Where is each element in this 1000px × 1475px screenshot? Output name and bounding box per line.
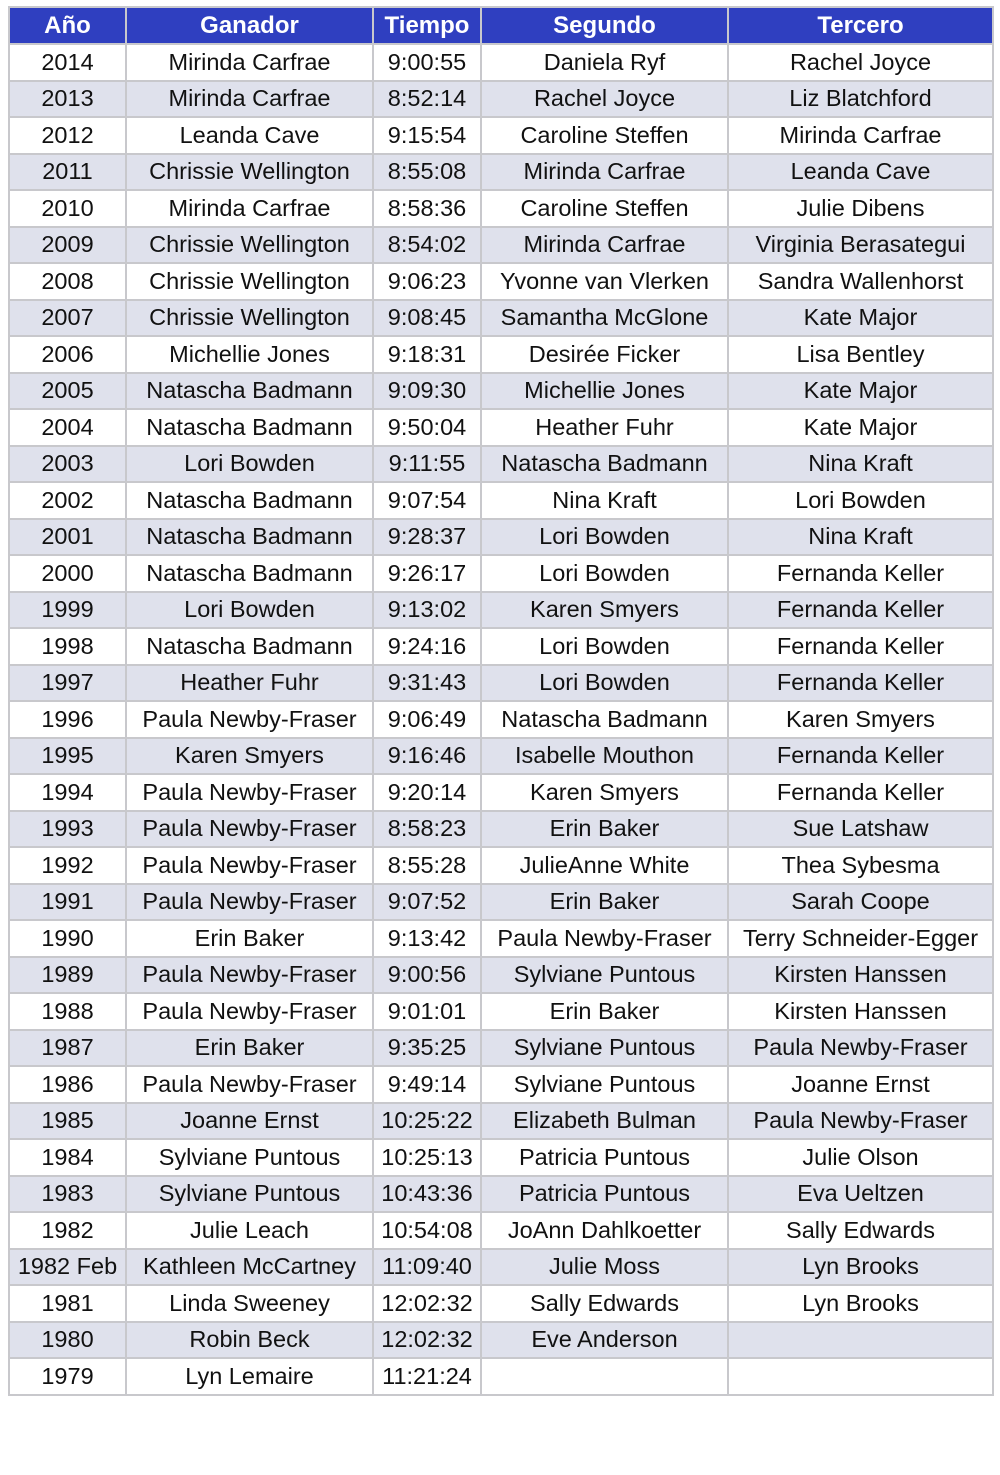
cell-time: 9:49:14 xyxy=(373,1066,481,1103)
cell-third: Sally Edwards xyxy=(728,1212,993,1249)
cell-year: 1982 xyxy=(9,1212,126,1249)
cell-year: 2003 xyxy=(9,446,126,483)
table-row xyxy=(9,993,993,1030)
cell-winner: Leanda Cave xyxy=(126,117,373,154)
cell-time: 8:58:36 xyxy=(373,190,481,227)
cell-third: Kate Major xyxy=(728,373,993,410)
cell-time: 9:09:30 xyxy=(373,373,481,410)
cell-winner: Sylviane Puntous xyxy=(126,1139,373,1176)
cell-third: Rachel Joyce xyxy=(728,44,993,81)
cell-second: Lori Bowden xyxy=(481,665,728,702)
cell-second: Sylviane Puntous xyxy=(481,1030,728,1067)
cell-third: Karen Smyers xyxy=(728,701,993,738)
cell-time: 12:02:32 xyxy=(373,1322,481,1359)
cell-third: Fernanda Keller xyxy=(728,555,993,592)
cell-time: 9:08:45 xyxy=(373,300,481,337)
table-row xyxy=(9,190,993,227)
cell-time: 9:11:55 xyxy=(373,446,481,483)
table-row xyxy=(9,1030,993,1067)
table-row xyxy=(9,482,993,519)
table-row xyxy=(9,227,993,264)
header-time: Tiempo xyxy=(373,7,481,44)
cell-winner: Paula Newby-Fraser xyxy=(126,884,373,921)
cell-second: Erin Baker xyxy=(481,884,728,921)
cell-winner: Natascha Badmann xyxy=(126,409,373,446)
cell-second: Sylviane Puntous xyxy=(481,957,728,994)
cell-third: Lyn Brooks xyxy=(728,1285,993,1322)
cell-second: Caroline Steffen xyxy=(481,117,728,154)
cell-year: 2002 xyxy=(9,482,126,519)
cell-second: Lori Bowden xyxy=(481,555,728,592)
cell-second: JoAnn Dahlkoetter xyxy=(481,1212,728,1249)
cell-second: Rachel Joyce xyxy=(481,81,728,118)
cell-winner: Lori Bowden xyxy=(126,446,373,483)
cell-year: 1994 xyxy=(9,774,126,811)
cell-year: 2012 xyxy=(9,117,126,154)
cell-year: 2013 xyxy=(9,81,126,118)
cell-winner: Julie Leach xyxy=(126,1212,373,1249)
cell-time: 9:07:52 xyxy=(373,884,481,921)
cell-second: Samantha McGlone xyxy=(481,300,728,337)
table-row xyxy=(9,774,993,811)
header-winner: Ganador xyxy=(126,7,373,44)
cell-third: Nina Kraft xyxy=(728,446,993,483)
table-row xyxy=(9,446,993,483)
cell-winner: Paula Newby-Fraser xyxy=(126,1066,373,1103)
cell-third: Kirsten Hanssen xyxy=(728,957,993,994)
cell-third: Joanne Ernst xyxy=(728,1066,993,1103)
cell-year: 1991 xyxy=(9,884,126,921)
cell-year: 2007 xyxy=(9,300,126,337)
table-row xyxy=(9,519,993,556)
cell-winner: Linda Sweeney xyxy=(126,1285,373,1322)
cell-winner: Natascha Badmann xyxy=(126,373,373,410)
table-row xyxy=(9,263,993,300)
cell-winner: Paula Newby-Fraser xyxy=(126,993,373,1030)
cell-second: Paula Newby-Fraser xyxy=(481,920,728,957)
cell-time: 9:15:54 xyxy=(373,117,481,154)
table-row xyxy=(9,1103,993,1140)
cell-winner: Mirinda Carfrae xyxy=(126,44,373,81)
cell-year: 1995 xyxy=(9,738,126,775)
cell-time: 9:07:54 xyxy=(373,482,481,519)
table-row xyxy=(9,628,993,665)
cell-time: 10:25:13 xyxy=(373,1139,481,1176)
cell-second: Desirée Ficker xyxy=(481,336,728,373)
cell-second: Yvonne van Vlerken xyxy=(481,263,728,300)
cell-time: 9:20:14 xyxy=(373,774,481,811)
cell-third: Kate Major xyxy=(728,300,993,337)
header-second: Segundo xyxy=(481,7,728,44)
cell-year: 1999 xyxy=(9,592,126,629)
cell-time: 9:35:25 xyxy=(373,1030,481,1067)
table-row xyxy=(9,81,993,118)
cell-winner: Natascha Badmann xyxy=(126,519,373,556)
cell-second: Michellie Jones xyxy=(481,373,728,410)
cell-time: 12:02:32 xyxy=(373,1285,481,1322)
cell-year: 1987 xyxy=(9,1030,126,1067)
cell-time: 9:06:23 xyxy=(373,263,481,300)
cell-third: Fernanda Keller xyxy=(728,592,993,629)
cell-time: 9:13:02 xyxy=(373,592,481,629)
cell-year: 1988 xyxy=(9,993,126,1030)
cell-year: 2014 xyxy=(9,44,126,81)
table-row xyxy=(9,117,993,154)
cell-third: Lisa Bentley xyxy=(728,336,993,373)
cell-second: Caroline Steffen xyxy=(481,190,728,227)
cell-second: Elizabeth Bulman xyxy=(481,1103,728,1140)
cell-second: Mirinda Carfrae xyxy=(481,227,728,264)
cell-second: Lori Bowden xyxy=(481,519,728,556)
cell-winner: Kathleen McCartney xyxy=(126,1249,373,1286)
cell-year: 2010 xyxy=(9,190,126,227)
cell-winner: Erin Baker xyxy=(126,920,373,957)
cell-third: Liz Blatchford xyxy=(728,81,993,118)
cell-year: 1992 xyxy=(9,847,126,884)
table-row xyxy=(9,592,993,629)
table-row xyxy=(9,1249,993,1286)
cell-third: Kirsten Hanssen xyxy=(728,993,993,1030)
cell-second: Natascha Badmann xyxy=(481,701,728,738)
cell-winner: Natascha Badmann xyxy=(126,555,373,592)
header-row xyxy=(9,7,993,44)
cell-second: Sally Edwards xyxy=(481,1285,728,1322)
cell-second: Nina Kraft xyxy=(481,482,728,519)
cell-time: 9:18:31 xyxy=(373,336,481,373)
cell-second: Lori Bowden xyxy=(481,628,728,665)
cell-year: 2004 xyxy=(9,409,126,446)
cell-year: 1983 xyxy=(9,1176,126,1213)
table-row xyxy=(9,1322,993,1359)
results-table xyxy=(8,6,994,1396)
cell-second: Patricia Puntous xyxy=(481,1139,728,1176)
cell-time: 9:06:49 xyxy=(373,701,481,738)
cell-winner: Paula Newby-Fraser xyxy=(126,957,373,994)
cell-third: Mirinda Carfrae xyxy=(728,117,993,154)
cell-time: 8:54:02 xyxy=(373,227,481,264)
cell-winner: Michellie Jones xyxy=(126,336,373,373)
cell-third: Kate Major xyxy=(728,409,993,446)
cell-time: 11:09:40 xyxy=(373,1249,481,1286)
table-row xyxy=(9,665,993,702)
cell-year: 1989 xyxy=(9,957,126,994)
cell-second: JulieAnne White xyxy=(481,847,728,884)
table-row xyxy=(9,555,993,592)
cell-second: Julie Moss xyxy=(481,1249,728,1286)
cell-second: Karen Smyers xyxy=(481,774,728,811)
cell-third xyxy=(728,1322,993,1359)
cell-year: 2008 xyxy=(9,263,126,300)
cell-third: Fernanda Keller xyxy=(728,738,993,775)
table-row xyxy=(9,811,993,848)
cell-winner: Paula Newby-Fraser xyxy=(126,774,373,811)
cell-year: 1998 xyxy=(9,628,126,665)
cell-second: Eve Anderson xyxy=(481,1322,728,1359)
cell-third: Thea Sybesma xyxy=(728,847,993,884)
cell-second: Natascha Badmann xyxy=(481,446,728,483)
cell-year: 2001 xyxy=(9,519,126,556)
cell-second: Mirinda Carfrae xyxy=(481,154,728,191)
cell-winner: Mirinda Carfrae xyxy=(126,81,373,118)
cell-winner: Robin Beck xyxy=(126,1322,373,1359)
table-row xyxy=(9,1176,993,1213)
cell-third: Fernanda Keller xyxy=(728,774,993,811)
table-row xyxy=(9,1139,993,1176)
cell-third: Lyn Brooks xyxy=(728,1249,993,1286)
cell-second: Daniela Ryf xyxy=(481,44,728,81)
cell-year: 1996 xyxy=(9,701,126,738)
cell-third: Paula Newby-Fraser xyxy=(728,1103,993,1140)
cell-second xyxy=(481,1358,728,1395)
table-row xyxy=(9,847,993,884)
cell-year: 2011 xyxy=(9,154,126,191)
cell-second: Karen Smyers xyxy=(481,592,728,629)
cell-year: 1979 xyxy=(9,1358,126,1395)
cell-time: 9:26:17 xyxy=(373,555,481,592)
cell-time: 9:16:46 xyxy=(373,738,481,775)
cell-year: 1986 xyxy=(9,1066,126,1103)
table-row xyxy=(9,336,993,373)
cell-time: 9:01:01 xyxy=(373,993,481,1030)
cell-third: Terry Schneider-Egger xyxy=(728,920,993,957)
cell-winner: Paula Newby-Fraser xyxy=(126,811,373,848)
table-row xyxy=(9,1066,993,1103)
cell-time: 8:58:23 xyxy=(373,811,481,848)
cell-second: Patricia Puntous xyxy=(481,1176,728,1213)
cell-winner: Paula Newby-Fraser xyxy=(126,847,373,884)
table-row xyxy=(9,738,993,775)
table-row xyxy=(9,300,993,337)
cell-second: Heather Fuhr xyxy=(481,409,728,446)
cell-winner: Joanne Ernst xyxy=(126,1103,373,1140)
cell-third: Lori Bowden xyxy=(728,482,993,519)
cell-year: 2006 xyxy=(9,336,126,373)
cell-third: Leanda Cave xyxy=(728,154,993,191)
cell-time: 9:00:55 xyxy=(373,44,481,81)
table-row xyxy=(9,373,993,410)
cell-year: 2005 xyxy=(9,373,126,410)
cell-winner: Karen Smyers xyxy=(126,738,373,775)
cell-time: 8:55:28 xyxy=(373,847,481,884)
cell-second: Sylviane Puntous xyxy=(481,1066,728,1103)
cell-year: 1982 Feb xyxy=(9,1249,126,1286)
cell-winner: Sylviane Puntous xyxy=(126,1176,373,1213)
cell-time: 8:55:08 xyxy=(373,154,481,191)
cell-winner: Chrissie Wellington xyxy=(126,300,373,337)
cell-winner: Lyn Lemaire xyxy=(126,1358,373,1395)
cell-winner: Natascha Badmann xyxy=(126,482,373,519)
cell-time: 9:00:56 xyxy=(373,957,481,994)
table-row xyxy=(9,44,993,81)
cell-third: Julie Dibens xyxy=(728,190,993,227)
table-body xyxy=(9,44,993,1395)
header-year: Año xyxy=(9,7,126,44)
table-row xyxy=(9,409,993,446)
cell-third: Sarah Coope xyxy=(728,884,993,921)
cell-time: 10:25:22 xyxy=(373,1103,481,1140)
cell-year: 1985 xyxy=(9,1103,126,1140)
cell-third: Fernanda Keller xyxy=(728,665,993,702)
cell-year: 1997 xyxy=(9,665,126,702)
cell-third: Sue Latshaw xyxy=(728,811,993,848)
cell-second: Erin Baker xyxy=(481,811,728,848)
cell-time: 9:50:04 xyxy=(373,409,481,446)
table-row xyxy=(9,884,993,921)
cell-winner: Paula Newby-Fraser xyxy=(126,701,373,738)
cell-time: 10:54:08 xyxy=(373,1212,481,1249)
cell-time: 9:28:37 xyxy=(373,519,481,556)
cell-second: Erin Baker xyxy=(481,993,728,1030)
cell-time: 11:21:24 xyxy=(373,1358,481,1395)
cell-time: 9:31:43 xyxy=(373,665,481,702)
cell-third: Julie Olson xyxy=(728,1139,993,1176)
cell-third xyxy=(728,1358,993,1395)
table-row xyxy=(9,701,993,738)
cell-third: Paula Newby-Fraser xyxy=(728,1030,993,1067)
table-row xyxy=(9,1285,993,1322)
cell-time: 8:52:14 xyxy=(373,81,481,118)
cell-year: 1981 xyxy=(9,1285,126,1322)
cell-year: 2009 xyxy=(9,227,126,264)
cell-winner: Natascha Badmann xyxy=(126,628,373,665)
table-row xyxy=(9,920,993,957)
cell-year: 2000 xyxy=(9,555,126,592)
table-header xyxy=(9,7,993,44)
cell-winner: Erin Baker xyxy=(126,1030,373,1067)
table-row xyxy=(9,1358,993,1395)
cell-year: 1990 xyxy=(9,920,126,957)
cell-winner: Chrissie Wellington xyxy=(126,154,373,191)
cell-winner: Mirinda Carfrae xyxy=(126,190,373,227)
cell-time: 10:43:36 xyxy=(373,1176,481,1213)
cell-winner: Chrissie Wellington xyxy=(126,263,373,300)
cell-third: Nina Kraft xyxy=(728,519,993,556)
cell-third: Eva Ueltzen xyxy=(728,1176,993,1213)
cell-year: 1984 xyxy=(9,1139,126,1176)
cell-third: Sandra Wallenhorst xyxy=(728,263,993,300)
header-third: Tercero xyxy=(728,7,993,44)
cell-time: 9:13:42 xyxy=(373,920,481,957)
cell-year: 1980 xyxy=(9,1322,126,1359)
table-row xyxy=(9,957,993,994)
cell-second: Isabelle Mouthon xyxy=(481,738,728,775)
cell-winner: Heather Fuhr xyxy=(126,665,373,702)
table-row xyxy=(9,1212,993,1249)
cell-winner: Lori Bowden xyxy=(126,592,373,629)
cell-time: 9:24:16 xyxy=(373,628,481,665)
cell-third: Fernanda Keller xyxy=(728,628,993,665)
table-row xyxy=(9,154,993,191)
cell-winner: Chrissie Wellington xyxy=(126,227,373,264)
cell-year: 1993 xyxy=(9,811,126,848)
cell-third: Virginia Berasategui xyxy=(728,227,993,264)
